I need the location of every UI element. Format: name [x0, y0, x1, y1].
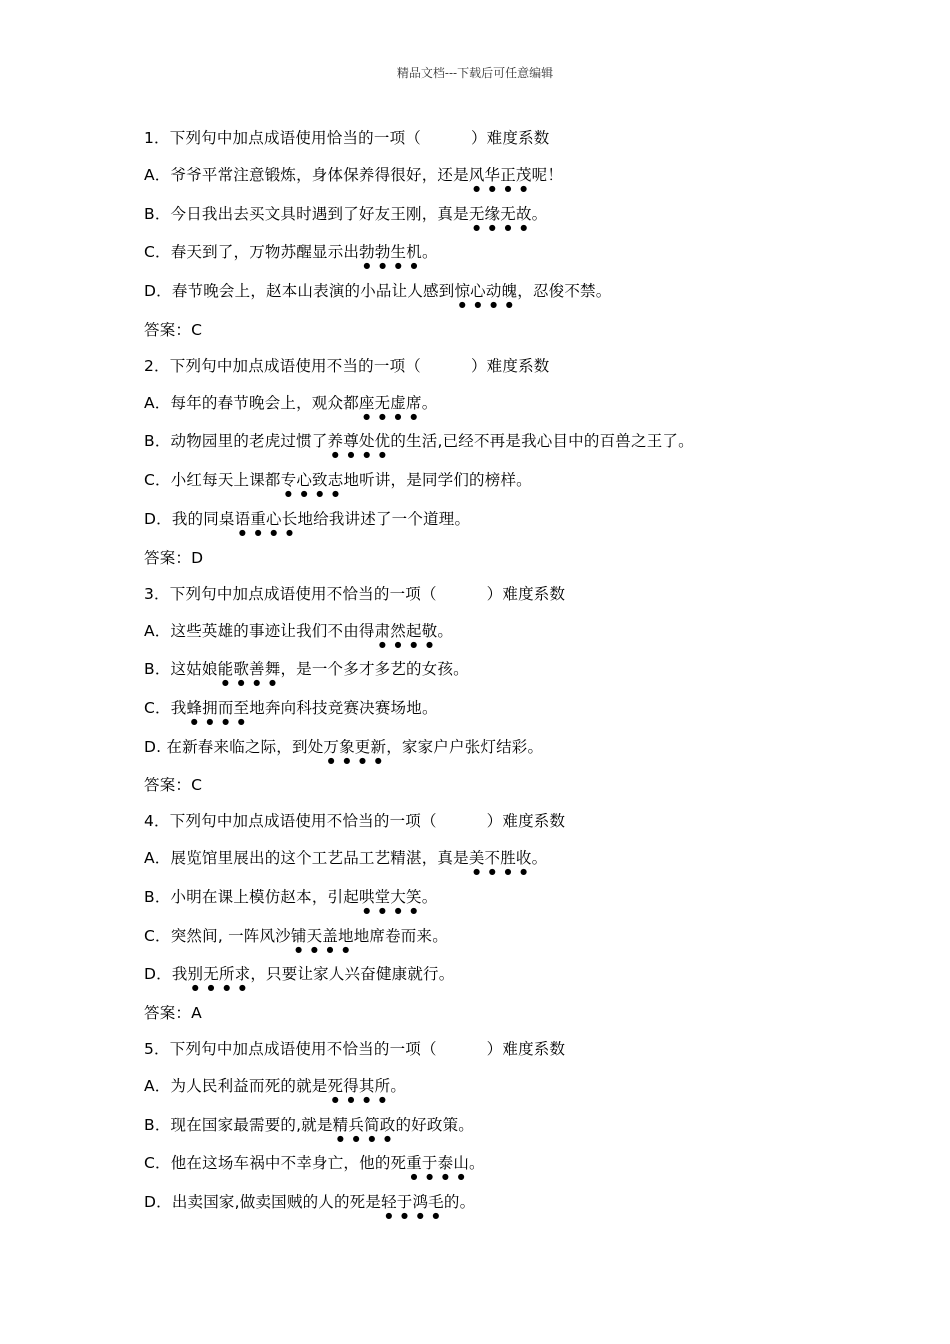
option-text-after: 。	[421, 243, 438, 262]
option-line	[144, 1149, 864, 1188]
option-text-after: 呢！	[531, 166, 564, 184]
option-line	[144, 427, 864, 466]
dotted-idiom: 铺天盖地	[290, 926, 354, 945]
option-text-after: 地听讲，是同学们的榜样。	[343, 471, 532, 490]
option-text-before: C．他在这场车祸中不幸身亡，他的死	[144, 1154, 407, 1173]
option-line	[144, 694, 864, 733]
dotted-idiom: 蜂拥而至	[186, 698, 250, 717]
option-line	[144, 505, 864, 544]
option-line	[144, 1111, 864, 1150]
question-suffix: ）难度系数	[470, 129, 550, 147]
dotted-idiom: 美不胜收	[468, 849, 532, 868]
question-suffix: ）难度系数	[486, 812, 566, 831]
option-line	[144, 844, 864, 883]
option-text-after: 。	[469, 1154, 485, 1173]
dotted-idiom: 别无所求	[187, 965, 251, 984]
question-stem	[144, 124, 864, 161]
option-text-before: A．爷爷平常注意锻炼，身体保养得很好，还是	[144, 166, 469, 184]
option-text-after: 。	[421, 887, 438, 906]
option-line	[144, 922, 864, 961]
option-line	[144, 617, 864, 656]
question-stem	[144, 352, 864, 389]
option-line	[144, 161, 864, 200]
dotted-idiom: 死得其所	[327, 1077, 391, 1095]
option-line	[144, 655, 864, 694]
question-text: 5．下列句中加点成语使用不恰当的一项（	[144, 1040, 437, 1058]
option-line	[144, 1072, 864, 1111]
option-text-before: A．这些英雄的事迹让我们不由得	[144, 621, 375, 640]
option-text-after: 。	[531, 204, 548, 223]
answer-line: 答案：C	[144, 776, 203, 795]
question-text: 1．下列句中加点成语使用恰当的一项（	[144, 129, 421, 147]
question-text: 2．下列句中加点成语使用不当的一项（	[144, 356, 421, 375]
option-text-before: B．这姑娘	[144, 660, 218, 679]
option-text-before: D．春节晚会上，赵本山表演的小品让人感到	[144, 282, 455, 301]
option-text-before: C．春天到了，万物苏醒显示出	[144, 243, 360, 262]
option-text-before: D．我	[144, 965, 188, 984]
question-list	[144, 124, 864, 1227]
dotted-idiom: 万象更新	[323, 737, 387, 756]
option-text-after: 地给我讲述了一个道理。	[297, 509, 471, 528]
option-line	[144, 238, 864, 277]
option-text-before: C．小红每天上课都	[144, 471, 281, 490]
question-suffix: ）难度系数	[486, 584, 566, 603]
dotted-idiom: 能歌善舞	[217, 660, 281, 679]
dotted-idiom: 风华正茂	[468, 166, 532, 184]
option-text-after: ，只要让家人兴奋健康就行。	[250, 965, 455, 984]
option-text-before: A．每年的春节晚会上，观众都	[144, 393, 359, 412]
answer-line: 答案：D	[144, 548, 204, 567]
option-text-after: ，忍俊不禁。	[517, 282, 612, 301]
option-text-after: 。	[421, 393, 438, 412]
dotted-idiom: 精兵简政	[332, 1115, 396, 1134]
dotted-idiom: 惊心动魄	[454, 282, 518, 301]
dotted-idiom: 无缘无故	[468, 204, 532, 223]
option-text-after: ，家家户户张灯结彩。	[386, 737, 544, 756]
option-text-before: C．突然间, 一阵风沙	[144, 926, 291, 945]
option-text-before: B．小明在课上模仿赵本，引起	[144, 887, 359, 906]
answer-line: 答案：C	[144, 320, 203, 339]
option-text-before: B．现在国家最需要的,就是	[144, 1115, 333, 1134]
option-text-before: B．动物园里的老虎过惯了	[144, 432, 328, 451]
option-text-before: C．我	[144, 698, 187, 717]
dotted-idiom: 哄堂大笑	[358, 887, 422, 906]
answer-line: 答案：A	[144, 1004, 202, 1022]
question-stem	[144, 807, 864, 844]
option-text-before: D．出卖国家,做卖国贼的人的死是	[144, 1193, 382, 1212]
option-text-before: B．今日我出去买文具时遇到了好友王刚，真是	[144, 204, 469, 223]
option-line	[144, 960, 864, 999]
question-text: 3．下列句中加点成语使用不恰当的一项（	[144, 584, 437, 603]
question-text: 4．下列句中加点成语使用不恰当的一项（	[144, 812, 437, 831]
option-line	[144, 466, 864, 505]
question-stem	[144, 580, 864, 617]
option-text-after: 地席卷而来。	[353, 926, 448, 945]
option-text-after: 地奔向科技竞赛决赛场地。	[249, 698, 438, 717]
option-line	[144, 1188, 864, 1227]
dotted-idiom: 专心致志	[280, 471, 344, 490]
dotted-idiom: 勃勃生机	[359, 243, 422, 262]
option-text-before: D．我的同桌	[144, 509, 235, 528]
option-text-after: 。	[437, 621, 454, 640]
option-text-before: A．为人民利益而死的就是	[144, 1077, 328, 1095]
dotted-idiom: 重于泰山	[406, 1154, 470, 1173]
option-line	[144, 200, 864, 239]
dotted-idiom: 轻于鸿毛	[381, 1193, 444, 1212]
option-line	[144, 277, 864, 316]
dotted-idiom: 座无虚席	[358, 393, 422, 412]
question-stem	[144, 1035, 864, 1072]
option-text-after: ，是一个多才多艺的女孩。	[280, 660, 469, 679]
option-text-before: A．展览馆里展出的这个工艺品工艺精湛，真是	[144, 849, 469, 868]
page-header: 精品文档---下载后可任意编辑	[396, 66, 554, 80]
option-text-after: 的好政策。	[395, 1115, 474, 1134]
dotted-idiom: 肃然起敬	[374, 621, 438, 640]
option-text-after: 。	[390, 1077, 407, 1095]
option-text-after: 的生活,已经不再是我心目中的百兽之王了。	[390, 432, 694, 451]
option-text-after: 。	[531, 849, 548, 868]
option-line	[144, 883, 864, 922]
question-suffix: ）难度系数	[486, 1040, 566, 1058]
dotted-idiom: 语重心长	[234, 509, 298, 528]
option-line	[144, 389, 864, 428]
option-text-after: 的。	[443, 1193, 476, 1212]
question-suffix: ）难度系数	[470, 356, 550, 375]
dotted-idiom: 养尊处优	[327, 432, 391, 451]
option-text-before: D. 在新春来临之际，到处	[144, 737, 324, 756]
option-line	[144, 733, 864, 772]
